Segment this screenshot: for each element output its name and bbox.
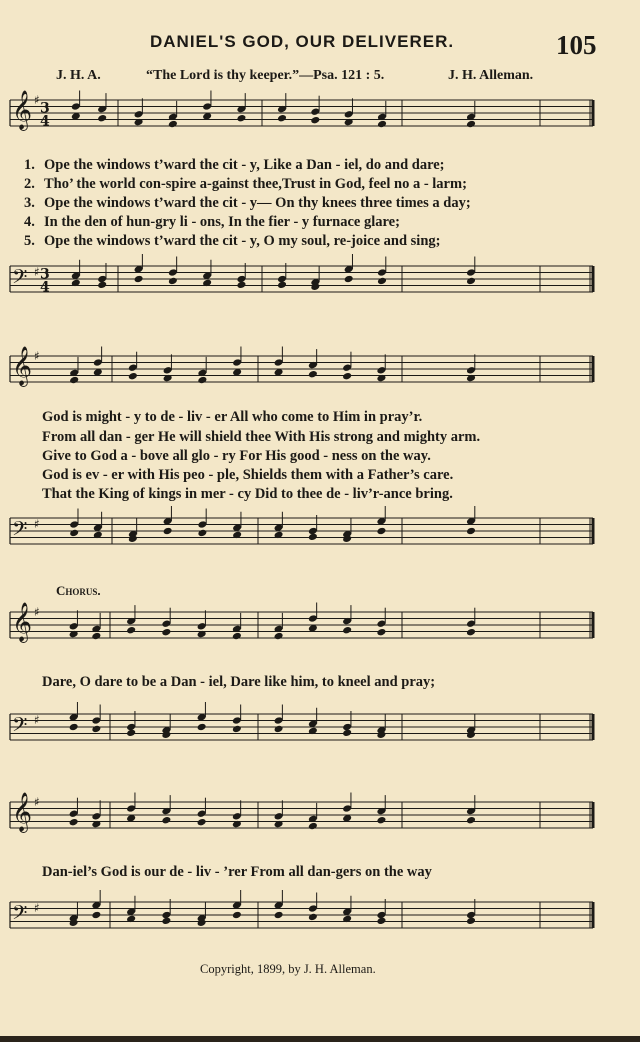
bass-staff-2 <box>0 506 640 568</box>
treble-staff-4 <box>0 790 640 852</box>
note-head <box>161 628 171 637</box>
note-head <box>197 723 207 732</box>
sharp-icon: ♯ <box>34 794 40 809</box>
sharp-icon: ♯ <box>34 900 40 915</box>
bass-clef-icon: 𝄢 <box>12 516 28 545</box>
note-head <box>377 120 387 129</box>
note-head <box>168 277 178 286</box>
note-head <box>232 725 242 734</box>
note-head <box>69 723 79 732</box>
sharp-icon: ♯ <box>34 604 40 619</box>
note-head <box>126 729 136 738</box>
note-head <box>274 911 284 920</box>
note-head <box>466 917 476 926</box>
note-head <box>126 626 136 635</box>
sharp-icon: ♯ <box>34 516 40 531</box>
verse-line-part2-3: Give to God a - bove all glo - ry For His good - ness on the way. <box>42 448 431 464</box>
note-head <box>274 725 284 734</box>
note-head <box>134 275 144 284</box>
note-head <box>277 281 287 290</box>
bass-staff-4 <box>0 890 640 954</box>
verse-line-2: 2. Tho’ the world con-spire a-gainst thee,Trust in God, feel no a - larm; <box>24 176 467 192</box>
note-head <box>466 628 476 637</box>
verse-line-part2-4: God is ev - er with His peo - ple, Shields them with a Father’s care. <box>42 467 454 483</box>
treble-staff-2 <box>0 344 640 406</box>
verse-line-1: 1. Ope the windows t’ward the cit - y, Like a Dan - iel, do and dare; <box>24 157 445 173</box>
bass-staff-3 <box>0 702 640 764</box>
lyricist-initials: J. H. A. <box>56 68 101 83</box>
verse-line-4: 4. In the den of hun-gry li - ons, In the fier - y furnace glare; <box>24 214 400 230</box>
note-head <box>91 725 101 734</box>
note-head <box>69 376 79 385</box>
scripture-reference: “The Lord is thy keeper.”—Psa. 121 : 5. <box>146 68 385 83</box>
note-head <box>344 275 354 284</box>
note-head <box>308 822 318 831</box>
verse-line-part2-5: That the King of kings in mer - cy Did to thee de - liv’r-ance bring. <box>42 486 453 502</box>
note-head <box>277 114 287 123</box>
note-head <box>232 911 242 920</box>
verse-line-3: 3. Ope the windows t’ward the cit - y— On thy knees three times a day; <box>24 195 471 211</box>
note-head <box>128 372 138 381</box>
treble-clef-icon: 𝄞 <box>12 345 33 386</box>
bass-clef-icon: 𝄢 <box>12 264 28 293</box>
note-head <box>376 917 386 926</box>
hymn-title: DANIEL'S GOD, OUR DELIVERER. <box>150 32 455 51</box>
treble-clef-icon: 𝄞 <box>12 601 33 642</box>
bass-clef-icon: 𝄢 <box>12 712 28 741</box>
sharp-icon: ♯ <box>34 712 40 727</box>
note-head <box>163 527 173 536</box>
time-signature-bottom: 4 <box>40 279 50 296</box>
note-head <box>91 911 101 920</box>
note-head <box>232 632 242 641</box>
note-head <box>197 529 207 538</box>
verse-line-part2-2: From all dan - ger He will shield thee With His strong and mighty arm. <box>42 429 481 445</box>
treble-clef-icon: 𝄞 <box>12 791 33 832</box>
sharp-icon: ♯ <box>34 92 40 107</box>
sharp-icon: ♯ <box>34 348 40 363</box>
chorus-label: Chorus. <box>56 583 101 598</box>
note-head <box>377 277 387 286</box>
chorus-line-2: Dan-iel’s God is our de - liv - ’rer From all dan-gers on the way <box>42 864 432 880</box>
note-head <box>197 818 207 827</box>
note-head <box>466 527 476 536</box>
time-signature-top: 3 <box>40 100 50 117</box>
note-head <box>236 114 246 123</box>
treble-clef-icon: 𝄞 <box>12 89 33 130</box>
note-head <box>161 917 171 926</box>
page-bottom-edge <box>0 1036 640 1042</box>
note-head <box>69 818 79 827</box>
note-head <box>342 372 352 381</box>
note-head <box>342 626 352 635</box>
composer-name: J. H. Alleman. <box>448 68 534 83</box>
note-head <box>466 816 476 825</box>
note-head <box>97 114 107 123</box>
sharp-icon: ♯ <box>34 264 40 279</box>
note-head <box>308 533 318 542</box>
bass-staff-1 <box>0 254 640 316</box>
note-head <box>197 376 207 385</box>
note-head <box>274 632 284 641</box>
note-head <box>91 632 101 641</box>
copyright-notice: Copyright, 1899, by J. H. Alleman. <box>200 962 376 976</box>
page-number: 105 <box>556 30 597 60</box>
treble-staff-3 <box>0 600 640 662</box>
note-head <box>97 281 107 290</box>
time-signature-top: 3 <box>40 266 50 283</box>
note-head <box>376 527 386 536</box>
note-head <box>376 628 386 637</box>
note-head <box>376 816 386 825</box>
note-head <box>310 116 320 125</box>
note-head <box>69 529 79 538</box>
bass-clef-icon: 𝄢 <box>12 900 28 929</box>
note-head <box>161 816 171 825</box>
note-head <box>466 277 476 286</box>
note-head <box>236 281 246 290</box>
verse-line-part2-1: God is might - y to de - liv - er All who come to Him in pray’r. <box>42 409 423 425</box>
chorus-line-1: Dare, O dare to be a Dan - iel, Dare like him, to kneel and pray; <box>42 674 436 690</box>
note-head <box>466 120 476 129</box>
verse-line-5: 5. Ope the windows t’ward the cit - y, O my soul, re-joice and sing; <box>24 233 441 249</box>
treble-staff-1 <box>0 88 640 148</box>
note-head <box>308 370 318 379</box>
note-head <box>168 120 178 129</box>
note-head <box>308 913 318 922</box>
note-head <box>342 729 352 738</box>
time-signature-bottom: 4 <box>40 113 50 130</box>
